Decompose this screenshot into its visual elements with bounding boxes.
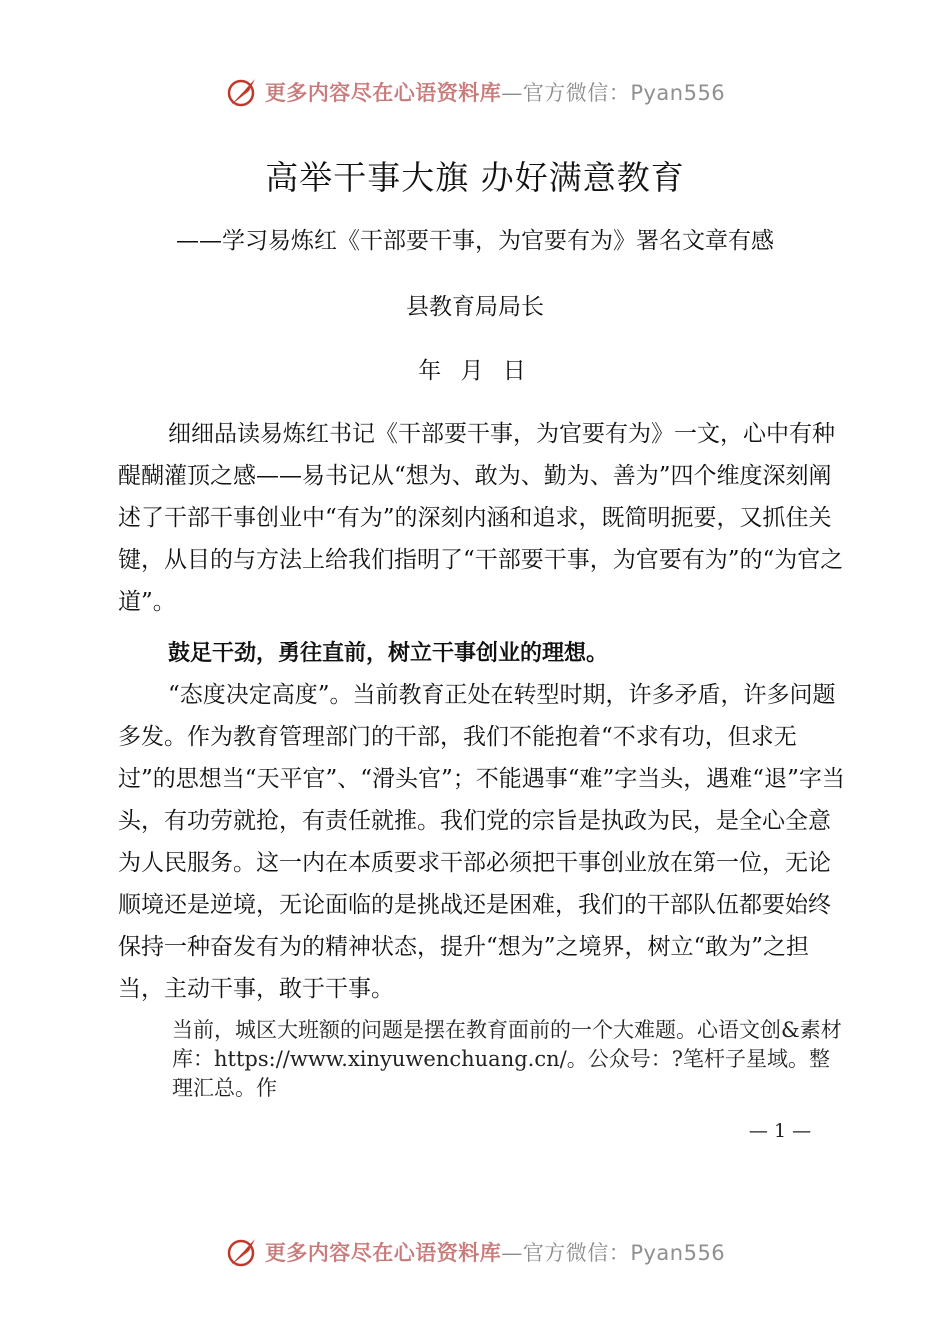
page-number: — 1 — xyxy=(748,1120,812,1142)
banner-text-site: 更多内容尽在心语资料库 xyxy=(264,80,502,105)
date-line: 年 月 日 xyxy=(418,358,532,384)
paragraph-intro: 细细品读易炼红书记《干部要干事，为官要有为》一文，心中有种醍醐灌顶之感——易书记从“想为、敢为、勤为、善为”四个维度深刻阐述了干部干事创业中“有为”的深刻内涵和追求，既简明扼要，又抓住关键，从目的与方法上给我们指明了“干部要干事，为官要有为”的“为官之道”。 xyxy=(118,421,844,615)
quill-logo-icon xyxy=(225,1235,259,1269)
section-heading: 鼓足干劲，勇往直前，树立干事创业的理想。 xyxy=(168,641,609,666)
banner-text-wechat-label: 官方微信： xyxy=(522,81,631,105)
banner-text-dash: — xyxy=(501,81,523,105)
author-line: 县教育局局长 xyxy=(406,294,544,320)
footer-banner xyxy=(0,1230,950,1274)
banner-text-wechat-id: Pyan556 xyxy=(630,81,726,105)
header-banner xyxy=(0,70,950,114)
banner-text-dash: — xyxy=(501,1241,523,1265)
banner-text-site: 更多内容尽在心语资料库 xyxy=(264,1240,502,1265)
paragraph-truncated: 当前，城区大班额的问题是摆在教育面前的一个大难题。心语文创&素材库：https://www.xinyuwenchuang.cn/。公众号：?笔杆子星域。整理汇总。作 xyxy=(172,1018,842,1100)
page-title: 高举干事大旗 办好满意教育 xyxy=(265,158,685,197)
quill-logo-icon xyxy=(225,75,259,109)
paragraph-section-1: “态度决定高度”。当前教育正处在转型时期，许多矛盾，许多问题多发。作为教育管理部门的干部，我们不能抱着“不求有功，但求无过”的思想当“天平官”、“滑头官”；不能遇事“难”字当头，遇难“退”字当头，有功劳就抢，有责任就推。我们党的宗旨是执政为民，是全心全意为人民服务。这一内在本质要求干部必须把干事创业放在第一位，无论顺境还是逆境，无论面临的是挑战还是困难，我们的干部队伍都要始终保持一种奋发有为的精神状态，提升“想为”之境界，树立“敢为”之担当，主动干事，敢于干事。 xyxy=(118,682,845,1002)
banner-text xyxy=(265,77,725,107)
banner-text xyxy=(265,1237,725,1267)
banner-text-wechat-id: Pyan556 xyxy=(630,1241,726,1265)
page-subtitle: ——学习易炼红《干部要干事，为官要有为》署名文章有感 xyxy=(176,228,774,254)
banner-text-wechat-label: 官方微信： xyxy=(522,1241,631,1265)
